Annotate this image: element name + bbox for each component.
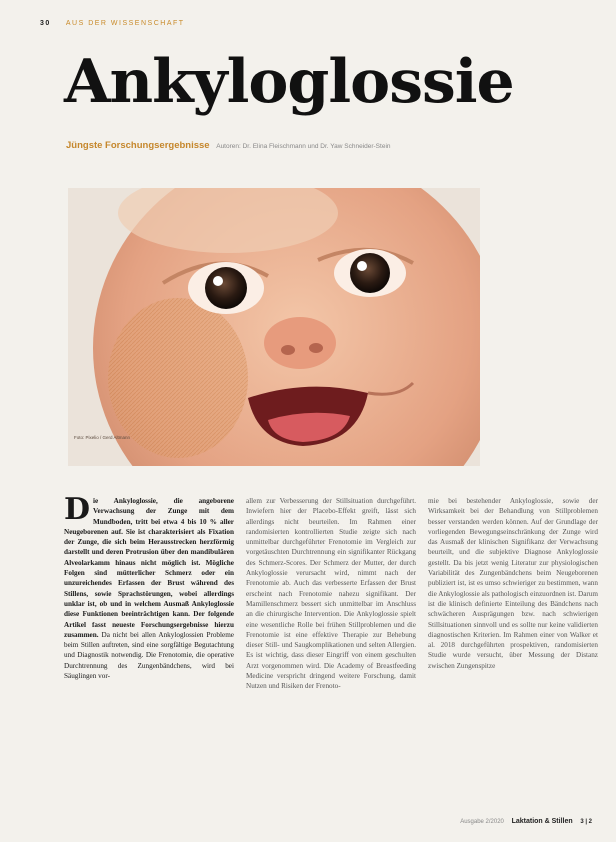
baby-photo xyxy=(68,188,480,466)
body-text-3: mie bei bestehender Ankyloglossie, sowie der Wirksamkeit bei der Behandlung von Stillproblemen besser verstanden werden können. Auf der Grundlage der vorliegenden Bewegungseinschränkung der Zunge wird das Ausmaß der klinischen Signifikanz der Verwachsung beurteilt, und die subjektive Diagnose Ankyloglossie gestellt. Da bis jetzt wenig Literatur zur physiologischen Variabilität des Zungenbändchens beim Neugeborenen publiziert ist, ist es umso schwieriger zu bestimmen, wann die Ankyloglossie als pathologisch einzuordnen ist. Darum ist die klinisch definierte Einteilung des Bändchens nach schwächeren Ausprägungen bzw. nach schwierigen Stillsituationen sinnvoll und es sollte nur keine validierten diagnostischen Kriterien. Im Rahmen einer von Walker et al. 2018 durchgeführten prospektiven, randomisierten Studie wurde versucht, über Messung der Distanz zwischen Zungenspitze xyxy=(428,497,598,670)
article-subtitle: Jüngste Forschungsergebnisse xyxy=(66,140,210,151)
lead-paragraph xyxy=(64,496,234,681)
drop-cap: D xyxy=(64,496,91,527)
photo-credit: Foto: Pixelio / Gerd Altmann xyxy=(74,435,131,440)
body-text-2: allem zur Verbesserung der Stillsituation durchgeführt. Inwiefern hier der Placebo-Effekt greift, lässt sich allerdings nicht beurteilen. Im Rahmen einer randomisierten kontrollierten Studie zeigte sich nach unmittelbar durchgeführter Frenotomie im Vergleich zur vorgetäuschten Durchtrennung ein signifikanter Rückgang des Schmerz-Scores. Der Schmerz der Mutter, der durch Ankyloglossie verursacht wird, nimmt nach der Frenotomie ab. Auch das verbesserte Erfassen der Brust erscheint nach Frenotomie nahezu signifikant. Der Mamillenschmerz bessert sich unmittelbar im Anschluss an die chirurgische Intervention. Die Ankyloglossie spielt eine wesentliche Rolle bei frühen Stillproblemen und die Frenotomie ist eine effektive Therapie zur Behebung dieser Still- und Saugkomplikationen und selten Allergien. Es ist wichtig, dass dieser Eingriff von einem geschulten Arzt vorgenommen wird. Die Academy of Breastfeeding Medicine verspricht dringend weitere Forschung, damit Nutzen und Risiken der Frenoto- xyxy=(246,497,416,691)
lead-text: ie Ankyloglossie, die angeborene Verwachsung der Zunge mit dem Mundboden, tritt bei etwa 4 bis 10 % aller Neugeborenen auf. Sie ist charakterisiert als Fixation der Zunge, die sich beim Herausstrecken herzförmig darstellt und deren Protrusion über den mandibulären Alveolarkamm hinaus nicht möglich ist. Mögliche Folgen sind mütterlicher Schmerz oder ein unzureichendes Erfassen der Brust während des Stillens, sowie Sprachstörungen, wobei allerdings unklar ist, ob und in welchem Ausmaß Ankyloglossie diese Funktionen beeinträchtigen kann. Der folgende Artikel fasst neueste Forschungsergebnisse hierzu zusammen. xyxy=(64,497,234,639)
article-body xyxy=(64,496,604,816)
page-footer xyxy=(460,818,592,825)
section-label: AUS DER WISSENSCHAFT xyxy=(65,20,185,27)
article-subtitle-line xyxy=(66,140,391,151)
page-number: 30 xyxy=(40,20,51,27)
baby-face-illustration xyxy=(68,188,480,466)
page-header xyxy=(40,20,185,27)
body-text-1: Da nicht bei allen Ankyloglossien Probleme beim Stillen auftreten, sind eine sorgfältige Begutachtung und Diagnostik notwendig. Die Frenotomie, die operative Durchtrennung des Zungenbändchens, wird bei Säuglingen vor- xyxy=(64,630,234,681)
article-title: Ankyloglossie xyxy=(64,47,514,117)
text-column-2 xyxy=(246,496,416,816)
article-authors: Autoren: Dr. Elina Fleischmann und Dr. Yaw Schneider-Stein xyxy=(216,143,391,150)
issue-label: Ausgabe 2/2020 xyxy=(460,819,504,825)
footer-page-number: 3 | 2 xyxy=(580,819,592,825)
text-column-1 xyxy=(64,496,234,816)
magazine-name: Laktation & Stillen xyxy=(511,818,573,825)
text-column-3 xyxy=(428,496,598,816)
